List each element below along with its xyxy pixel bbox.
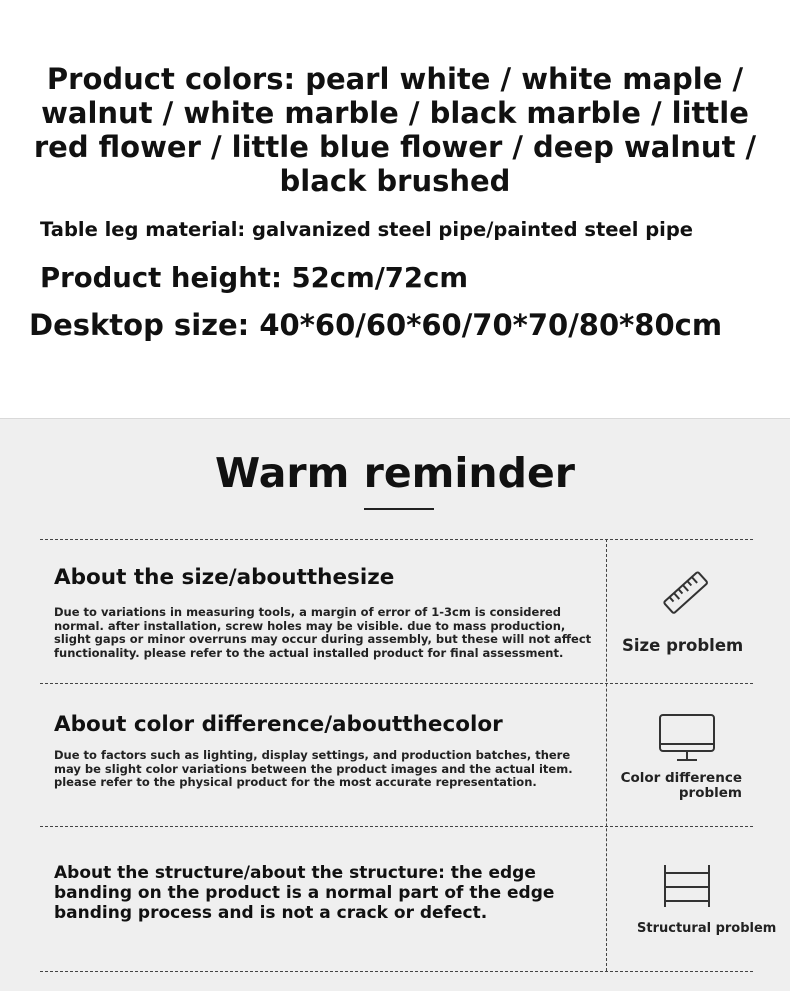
size-problem-label: Size problem [622,636,744,655]
desktop-size: Desktop size: 40*60/60*60/70*70/80*80cm [29,308,723,342]
divider [40,539,753,540]
color-row-body: Due to factors such as lighting, display settings, and production batches, there may be slight color variations between the product images and the actual item. please refer to the physical product for the most accurate representation. [54,748,573,789]
size-row-title: About the size/aboutthesize [54,565,395,590]
color-difference-label: Color difference problem [620,770,742,801]
warm-reminder-section [0,418,790,991]
shelf-icon [661,863,713,909]
monitor-icon [658,713,716,763]
warm-reminder-title: Warm reminder [214,449,575,497]
size-row-body: Due to variations in measuring tools, a margin of error of 1-3cm is considered normal. after installation, screw holes may be visible. due to mass production, slight gaps or minor overruns may occur during assembly, but these will not affect functionality. please refer to the actual installed product for final assessment. [54,605,592,660]
product-height: Product height: 52cm/72cm [40,262,469,294]
specs-section [0,0,790,418]
divider [40,826,753,827]
divider [40,683,753,684]
title-underline [364,508,434,510]
structure-row-body: About the structure/about the structure: the edge banding on the product is a normal part of the edge banding process and is not a crack or defect. [54,863,555,923]
ruler-icon [660,569,712,617]
divider [40,971,753,972]
leg-material: Table leg material: galvanized steel pipe/painted steel pipe [40,218,694,241]
structural-problem-label: Structural problem [637,921,777,936]
product-colors: Product colors: pearl white / white maple / walnut / white marble / black marble / little red flower / little blue flower / deep walnut / black brushed [33,62,757,198]
column-divider [606,539,607,971]
color-row-title: About color difference/aboutthecolor [54,712,503,737]
